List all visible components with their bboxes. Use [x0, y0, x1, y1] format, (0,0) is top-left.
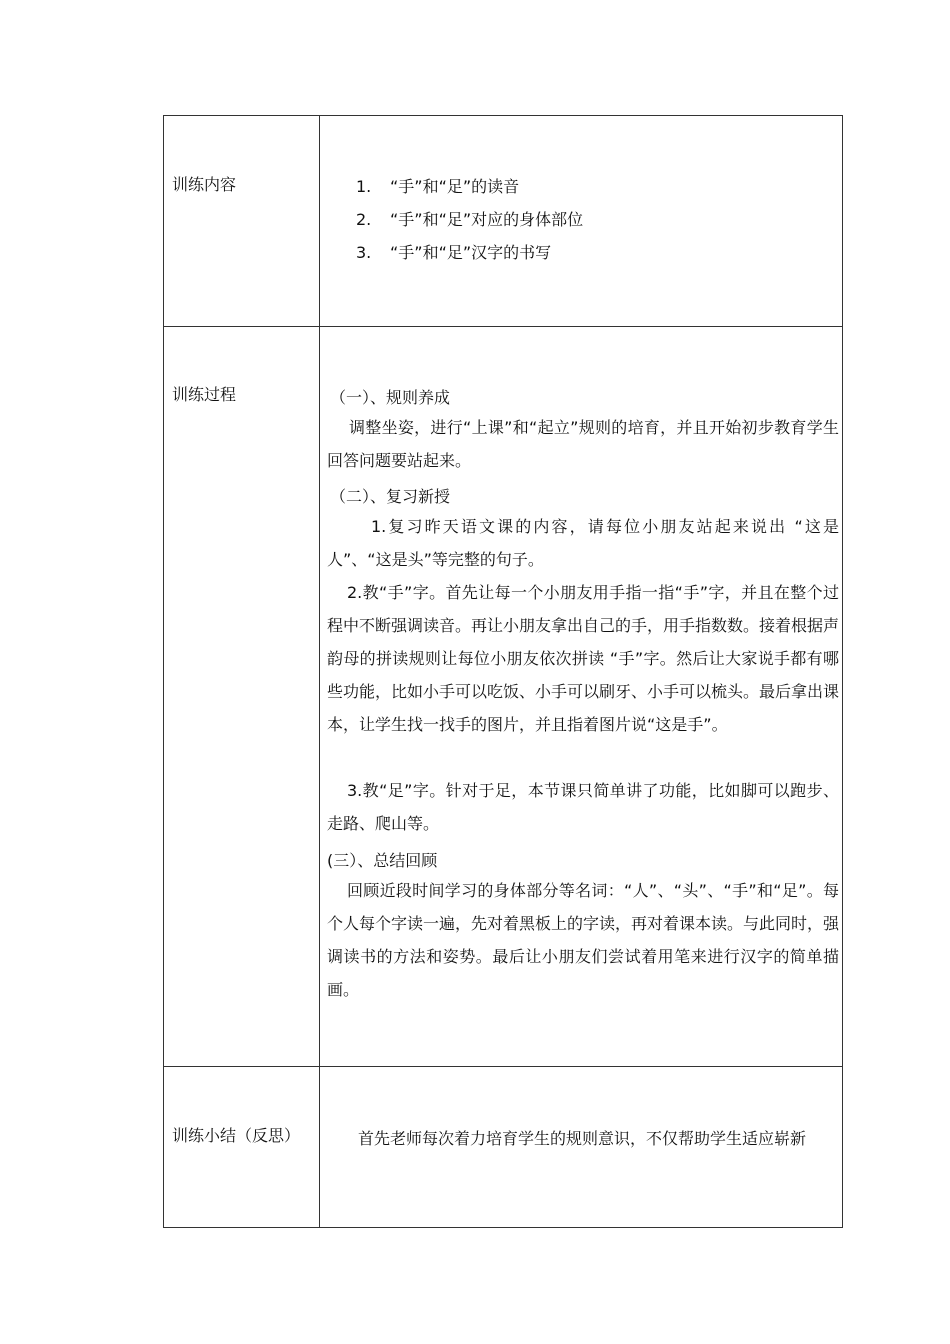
list-item	[356, 207, 583, 230]
paragraph-summary-review: 回顾近段时间学习的身体部分等名词：“人”、“头”、“手”和“足”。每个人每个字读一遍，先对着黑板上的字读，再对着课本读。与此同时，强调读书的方法和姿势。最后让小朋友们尝试着用笔来进行汉字的简单描画。	[327, 881, 840, 999]
section-heading-1: （一）、规则养成	[330, 388, 451, 407]
row-divider	[164, 1066, 842, 1067]
column-divider	[319, 116, 320, 1227]
section-heading-3: (三）、总结回顾	[327, 851, 438, 870]
paragraph-rules: 调整坐姿，进行“上课”和“起立”规则的培育，并且开始初步教育学生回答问题要站起来。	[327, 418, 839, 470]
paragraph-teach-foot: 3.教“足”字。针对于足，本节课只简单讲了功能，比如脚可以跑步、走路、爬山等。	[327, 781, 839, 833]
paragraph-teach-hand: 2.教“手”字。首先让每一个小朋友用手指一指“手”字，并且在整个过程中不断强调读音。再让小朋友拿出自己的手，用手指数数。接着根据声韵母的拼读规则让每位小朋友依次拼读 “手”字。然后让大家说手都有哪些功能，比如小手可以吃饭、小手可以刷牙、小手可以梳头。最后拿出课本，让学生找一找手的图片，并且指着图片说“这是手”。	[327, 583, 840, 734]
list-text: “手”和“足”的读音	[390, 177, 520, 196]
list-text: “手”和“足”汉字的书写	[390, 243, 552, 262]
list-number: 2.	[356, 210, 372, 229]
section-heading-2: （二）、复习新授	[330, 487, 451, 506]
row-label-training-summary: 训练小结（反思）	[172, 1126, 301, 1145]
list-item	[356, 240, 551, 263]
row-label-training-process: 训练过程	[172, 385, 237, 404]
list-text: “手”和“足”对应的身体部位	[390, 210, 584, 229]
reflection-text: 首先老师每次着力培育学生的规则意识，不仅帮助学生适应崭新	[358, 1129, 807, 1148]
lesson-table	[163, 115, 843, 1228]
paragraph-review: 1.复习昨天语文课的内容，请每位小朋友站起来说出 “这是人”、“这是头”等完整的句子。	[327, 517, 839, 569]
list-number: 1.	[356, 177, 372, 196]
list-item	[356, 174, 519, 197]
list-number: 3.	[356, 243, 372, 262]
row-divider	[164, 326, 842, 327]
row-label-training-content: 训练内容	[172, 175, 237, 194]
